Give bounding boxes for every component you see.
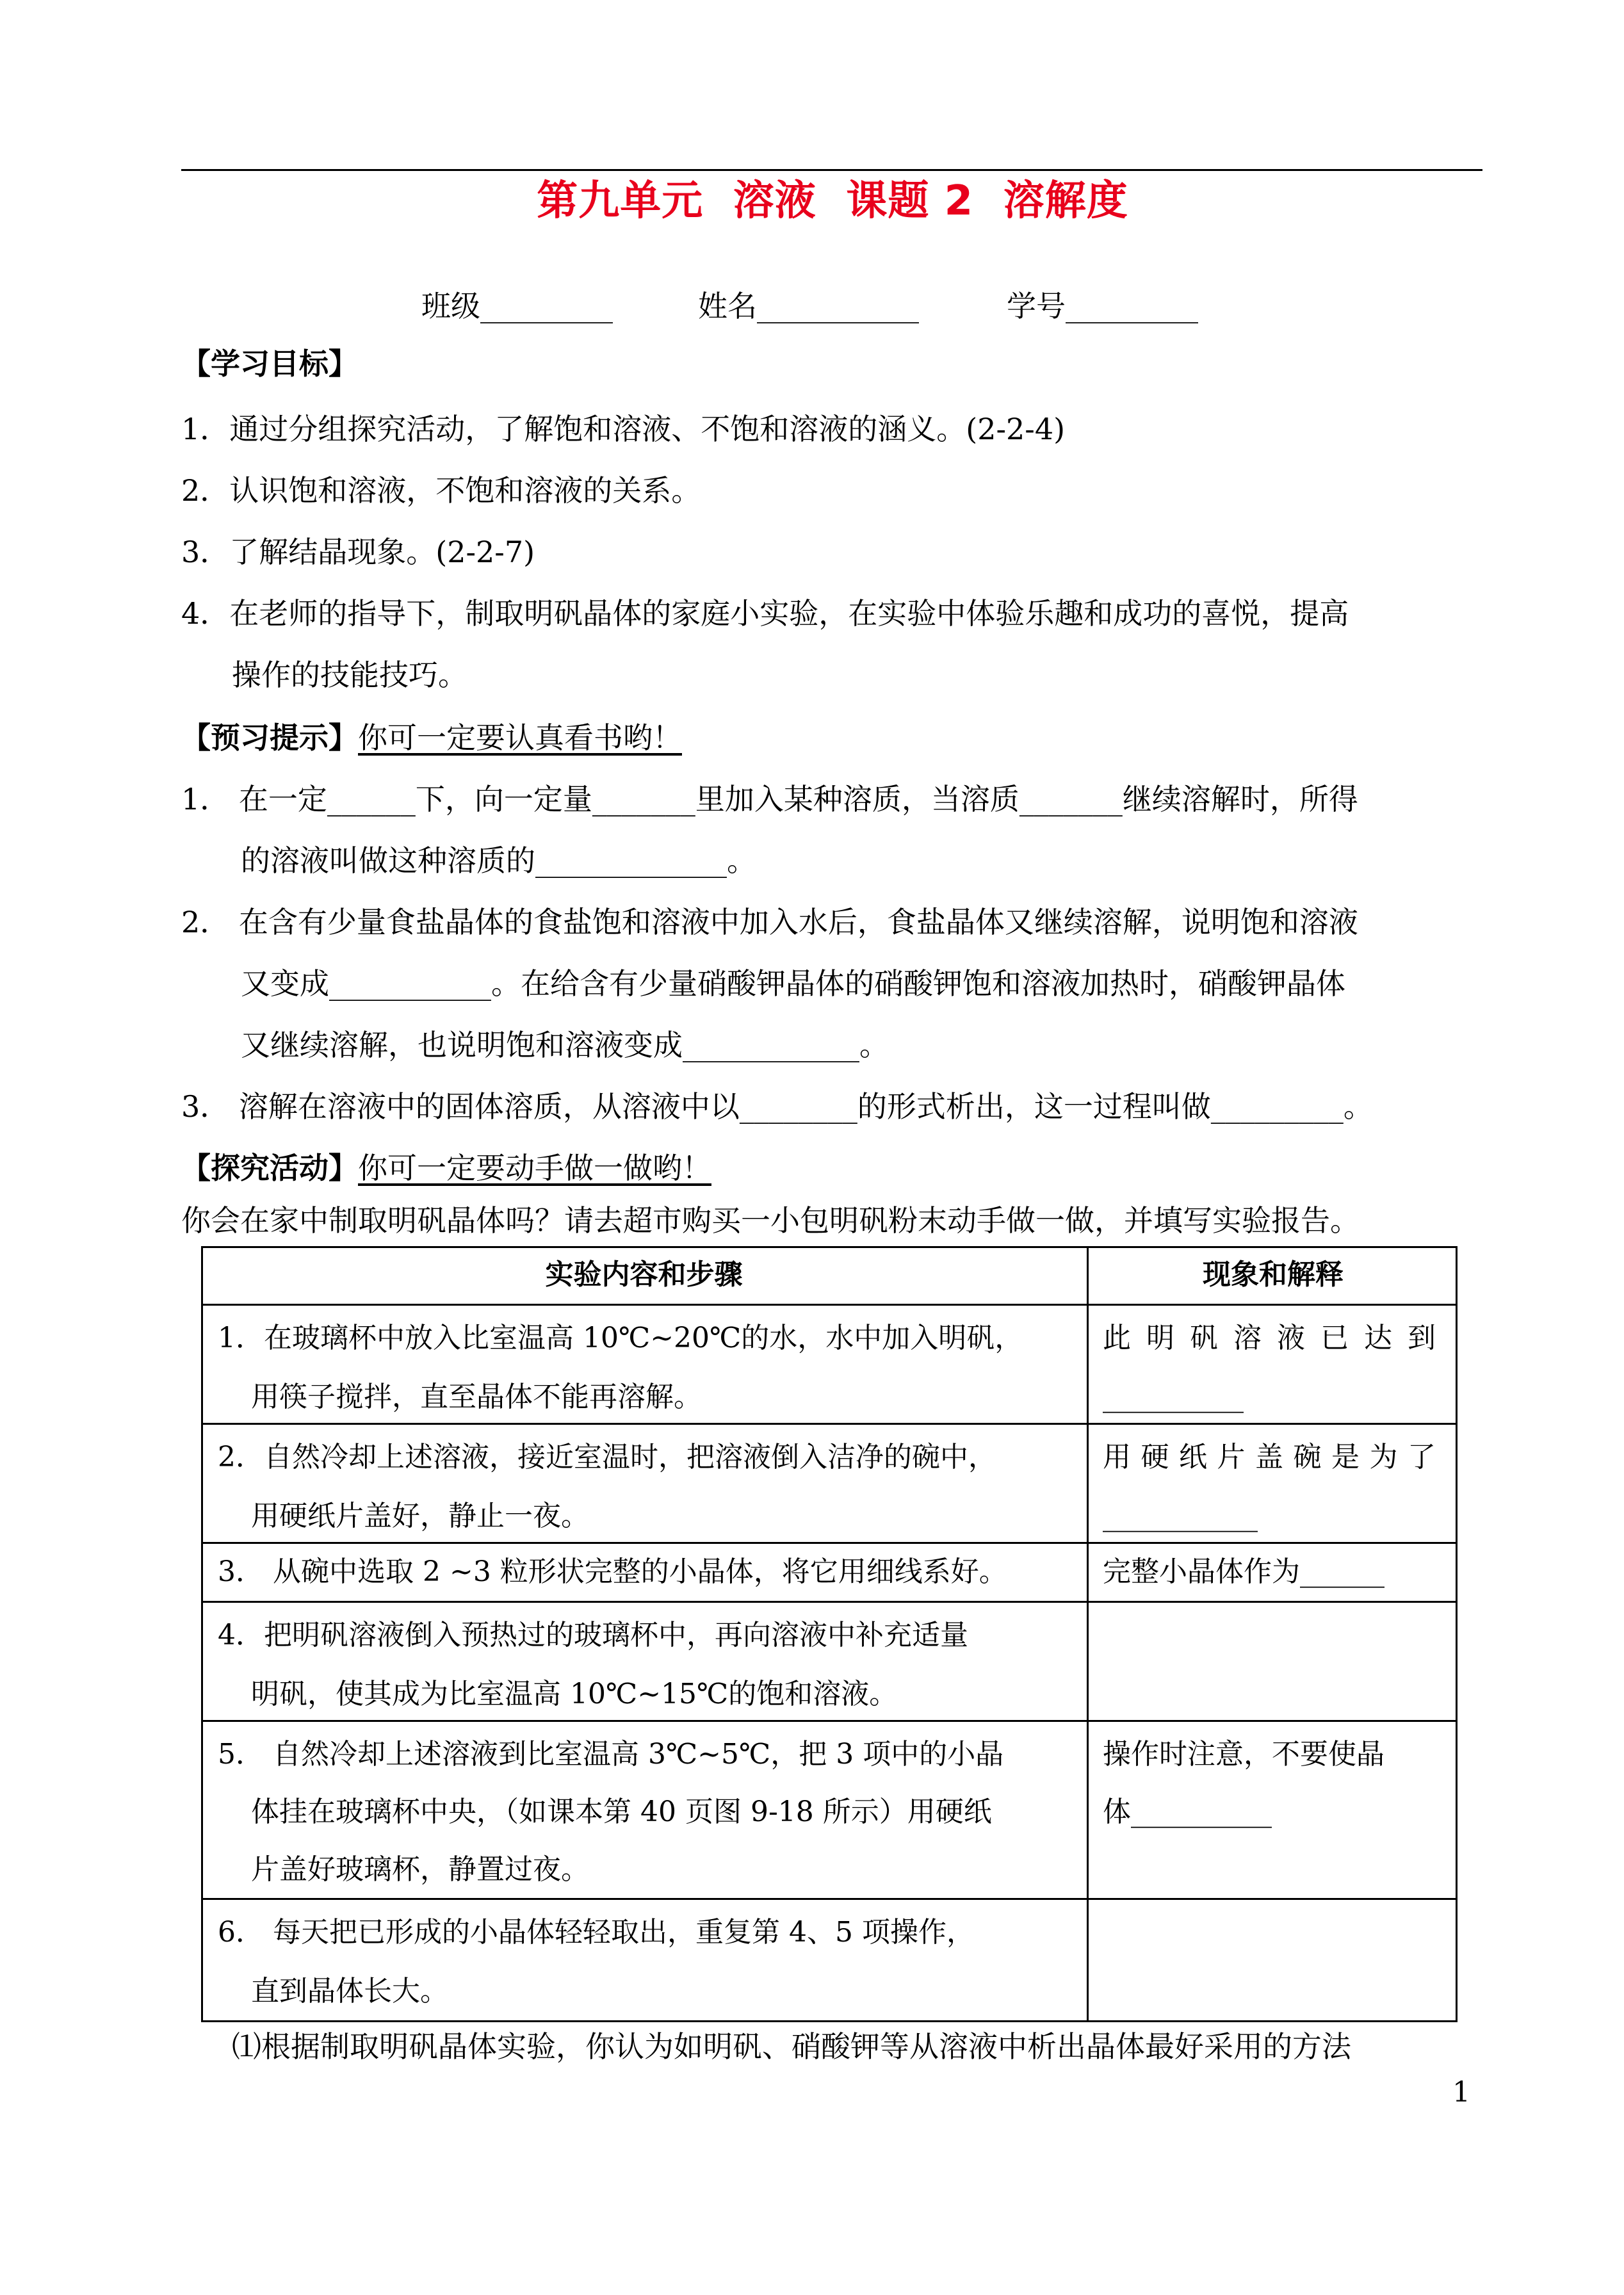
- goal-item: 2．认识饱和溶液，不饱和溶液的关系。: [181, 473, 701, 508]
- goal-item: 4．在老师的指导下，制取明矾晶体的家庭小实验，在实验中体验乐趣和成功的喜悦，提高: [181, 596, 1349, 631]
- student-id-field: 学号_________: [1007, 289, 1198, 323]
- table-cell-note: 操作时注意，不要使晶: [1103, 1738, 1384, 1771]
- preview-section-heading: [181, 720, 682, 756]
- learning-goals-heading: 【学习目标】: [181, 346, 358, 381]
- activity-intro: 你会在家中制取明矾晶体吗？请去超市购买一小包明矾粉末动手做一做，并填写实验报告。: [181, 1203, 1360, 1238]
- table-cell-step: 2．自然冷却上述溶液，接近室温时，把溶液倒入洁净的碗中，: [218, 1441, 996, 1473]
- table-header-steps: 实验内容和步骤: [545, 1258, 743, 1291]
- table-cell-note: 完整小晶体作为______: [1103, 1555, 1384, 1588]
- preview-item-continued: 又变成___________。在给含有少量硝酸钾晶体的硝酸钾饱和溶液加热时，硝酸钾晶体: [241, 966, 1345, 1001]
- activity-heading: 【探究活动】: [181, 1151, 358, 1185]
- table-cell-step: 5． 自然冷却上述溶液到比室温高 3℃~5℃，把 3 项中的小晶: [218, 1738, 1004, 1771]
- activity-note: 你可一定要动手做一做哟！: [358, 1151, 711, 1185]
- table-cell-step: 1．在玻璃杯中放入比室温高 10℃~20℃的水，水中加入明矾，: [218, 1322, 1023, 1354]
- table-cell-note: ___________: [1103, 1500, 1258, 1532]
- table-cell-step: 3． 从碗中选取 2 ~3 粒形状完整的小晶体，将它用细线系好。: [218, 1555, 1007, 1588]
- preview-item-continued: 的溶液叫做这种溶质的_____________。: [241, 843, 756, 878]
- preview-item: 1． 在一定______下，向一定量_______里加入某种溶质，当溶质_______继续溶解时，所得: [181, 782, 1358, 816]
- table-cell-step: 直到晶体长大。: [251, 1975, 448, 2007]
- table-cell-note: 此明矾溶液已达到: [1103, 1322, 1436, 1354]
- table-cell-step: 用硬纸片盖好，静止一夜。: [251, 1500, 589, 1532]
- table-cell-step: 用筷子搅拌，直至晶体不能再溶解。: [251, 1381, 702, 1413]
- table-cell-step: 6． 每天把已形成的小晶体轻轻取出，重复第 4、5 项操作，: [218, 1916, 975, 1949]
- page-title: 第九单元 溶液 课题 2 溶解度: [537, 177, 1128, 225]
- table-cell-step: 体挂在玻璃杯中央，（如课本第 40 页图 9-18 所示）用硬纸: [251, 1796, 992, 1828]
- preview-item: 3． 溶解在溶液中的固体溶质，从溶液中以________的形式析出，这一过程叫做_________。: [181, 1089, 1373, 1124]
- preview-item: 2． 在含有少量食盐晶体的食盐饱和溶液中加入水后，食盐晶体又继续溶解，说明饱和溶液: [181, 905, 1358, 939]
- activity-section-heading: [181, 1150, 711, 1186]
- table-row-divider: [201, 1304, 1458, 1306]
- table-cell-step: 片盖好玻璃杯，静置过夜。: [251, 1853, 589, 1886]
- table-cell-note: 体__________: [1103, 1796, 1272, 1828]
- preview-heading: 【预习提示】: [181, 720, 358, 755]
- page-number: 1: [1452, 2076, 1470, 2109]
- goal-item: 3．了解结晶现象。(2-2-7): [181, 535, 535, 569]
- goal-item: 1．通过分组探究活动，了解饱和溶液、不饱和溶液的涵义。(2-2-4): [181, 412, 1066, 446]
- question-text: ⑴根据制取明矾晶体实验，你认为如明矾、硝酸钾等从溶液中析出晶体最好采用的方法: [232, 2029, 1351, 2064]
- table-header-observations: 现象和解释: [1203, 1258, 1344, 1291]
- preview-item-continued: 又继续溶解，也说明饱和溶液变成____________。: [241, 1028, 889, 1062]
- table-cell-note: __________: [1103, 1381, 1244, 1413]
- class-field: 班级_________: [421, 289, 613, 323]
- table-column-divider: [1087, 1246, 1089, 2022]
- table-cell-step: 明矾，使其成为比室温高 10℃~15℃的饱和溶液。: [251, 1678, 898, 1710]
- table-cell-note: 用硬纸片盖碗是为了: [1103, 1441, 1436, 1473]
- goal-item-continued: 操作的技能技巧。: [232, 658, 467, 692]
- name-field: 姓名___________: [698, 289, 919, 323]
- table-cell-step: 4．把明矾溶液倒入预热过的玻璃杯中，再向溶液中补充适量: [218, 1619, 968, 1651]
- preview-note: 你可一定要认真看书哟！: [358, 720, 682, 755]
